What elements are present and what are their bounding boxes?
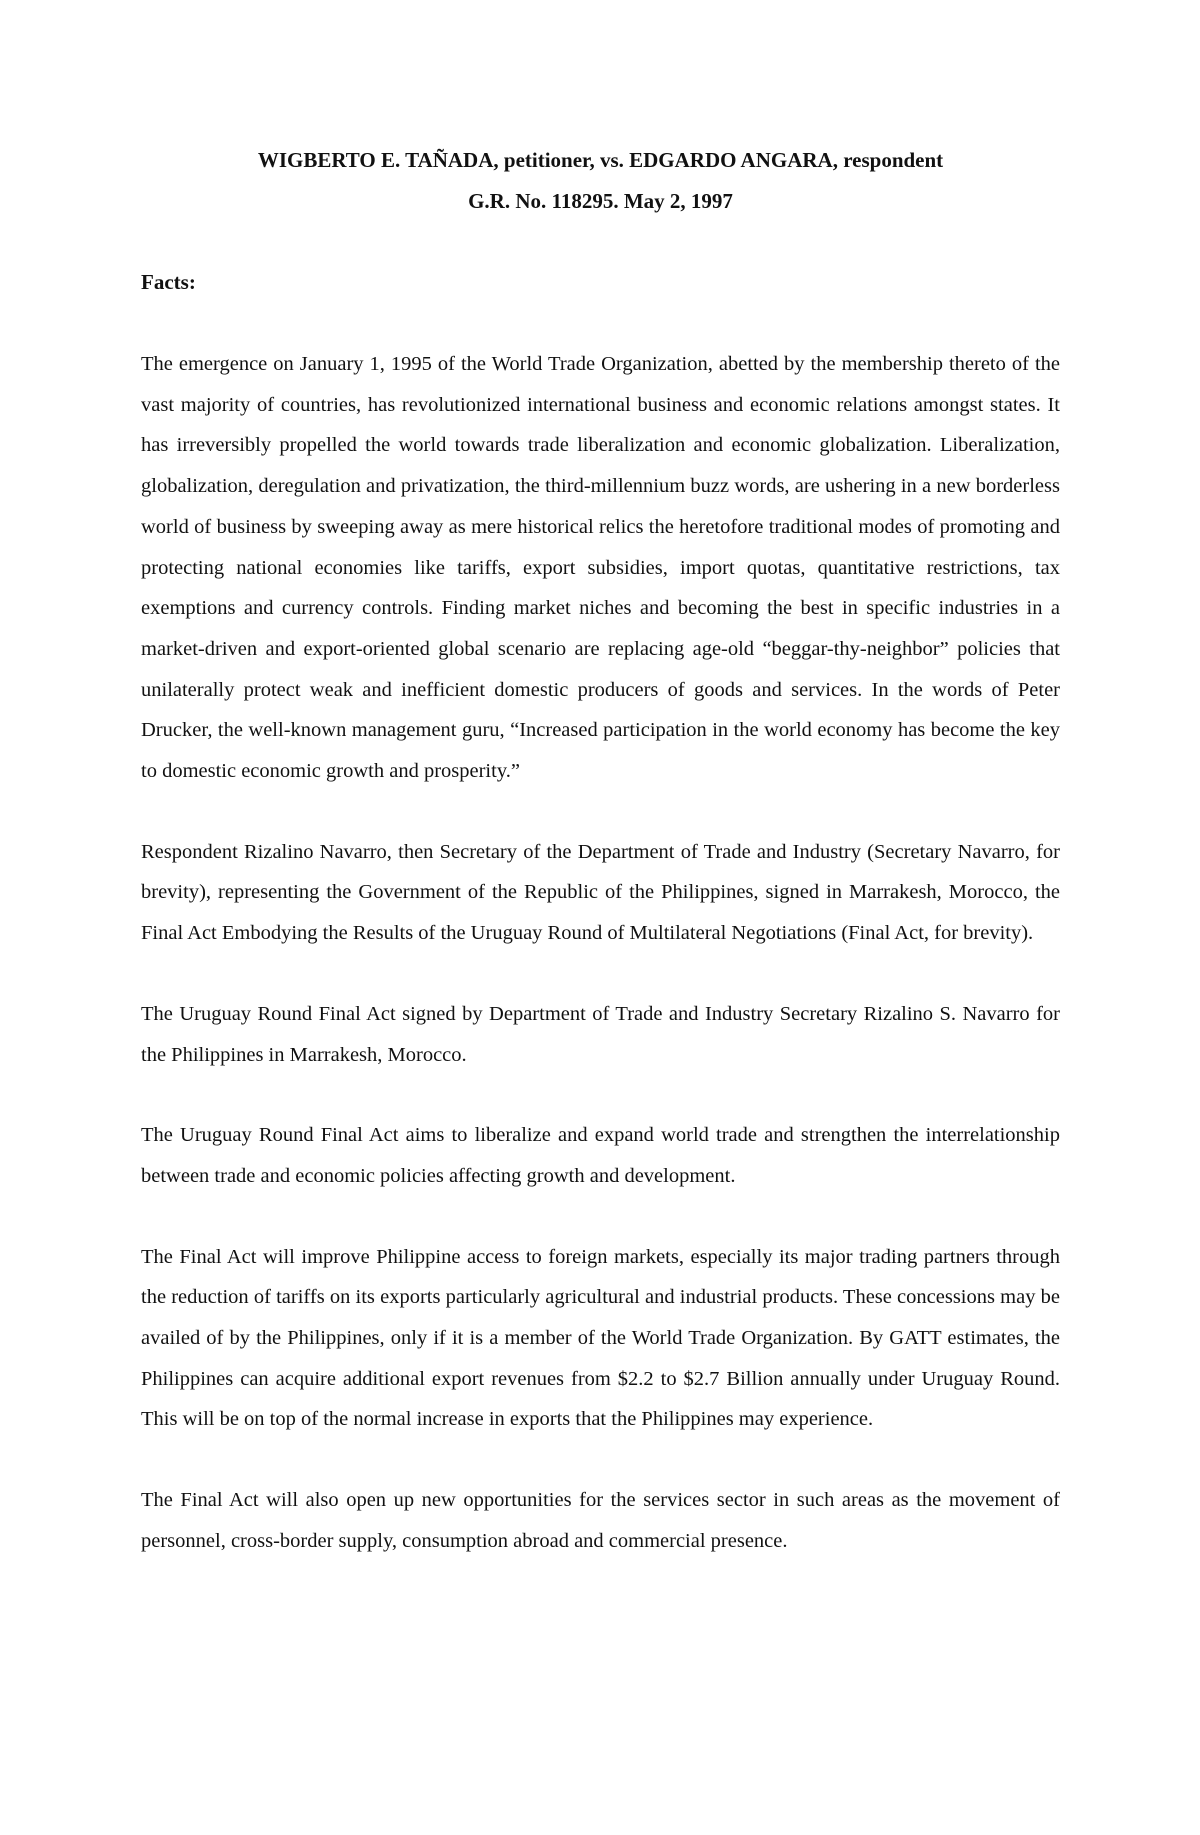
case-title: WIGBERTO E. TAÑADA, petitioner, vs. EDGARDO ANGARA, respondent bbox=[257, 148, 944, 172]
document-body bbox=[141, 140, 1060, 1562]
paragraph-5: The Final Act will improve Philippine access to foreign markets, especially its major trading partners through the reduction of tariffs on its exports particularly agricultural and industrial products. These concessions may be availed of by the Philippines, only if it is a member of the World Trade Organization. By GATT estimates, the Philippines can acquire additional export revenues from $2.2 to $2.7 Billion annually under Uruguay Round. This will be on top of the normal increase in exports that the Philippines may experience. bbox=[141, 1245, 1060, 1431]
paragraph-2: Respondent Rizalino Navarro, then Secretary of the Department of Trade and Industry (Secretary Navarro, for brevity), representing the Government of the Republic of the Philippines, signed in Marrakesh, Morocco, the Final Act Embodying the Results of the Uruguay Round of Multilateral Negotiations (Final Act, for brevity). bbox=[141, 840, 1060, 945]
paragraph-1: The emergence on January 1, 1995 of the World Trade Organization, abetted by the membership thereto of the vast majority of countries, has revolutionized international business and economic relations amongst states. It has irreversibly propelled the world towards trade liberalization and economic globalization. Liberalization, globalization, deregulation and privatization, the third-millennium buzz words, are ushering in a new borderless world of business by sweeping away as mere historical relics the heretofore traditional modes of promoting and protecting national economies like tariffs, export subsidies, import quotas, quantitative restrictions, tax exemptions and currency controls. Finding market niches and becoming the best in specific industries in a market-driven and export-oriented global scenario are replacing age-old “beggar-thy-neighbor” policies that unilaterally protect weak and inefficient domestic producers of goods and services. In the words of Peter Drucker, the well-known management guru, “Increased participation in the world economy has become the key to domestic economic growth and prosperity.” bbox=[141, 353, 1060, 783]
paragraph-3: The Uruguay Round Final Act signed by Department of Trade and Industry Secretary Rizalino S. Navarro for the Philippines in Marrakesh, Morocco. bbox=[141, 1002, 1060, 1066]
case-citation: G.R. No. 118295. May 2, 1997 bbox=[468, 189, 733, 213]
section-heading-facts: Facts: bbox=[141, 270, 196, 294]
paragraph-6: The Final Act will also open up new opportunities for the services sector in such areas as the movement of personnel, cross-border supply, consumption abroad and commercial presence. bbox=[141, 1489, 1060, 1552]
paragraph-4: The Uruguay Round Final Act aims to liberalize and expand world trade and strengthen the interrelationship between trade and economic policies affecting growth and development. bbox=[141, 1124, 1060, 1187]
